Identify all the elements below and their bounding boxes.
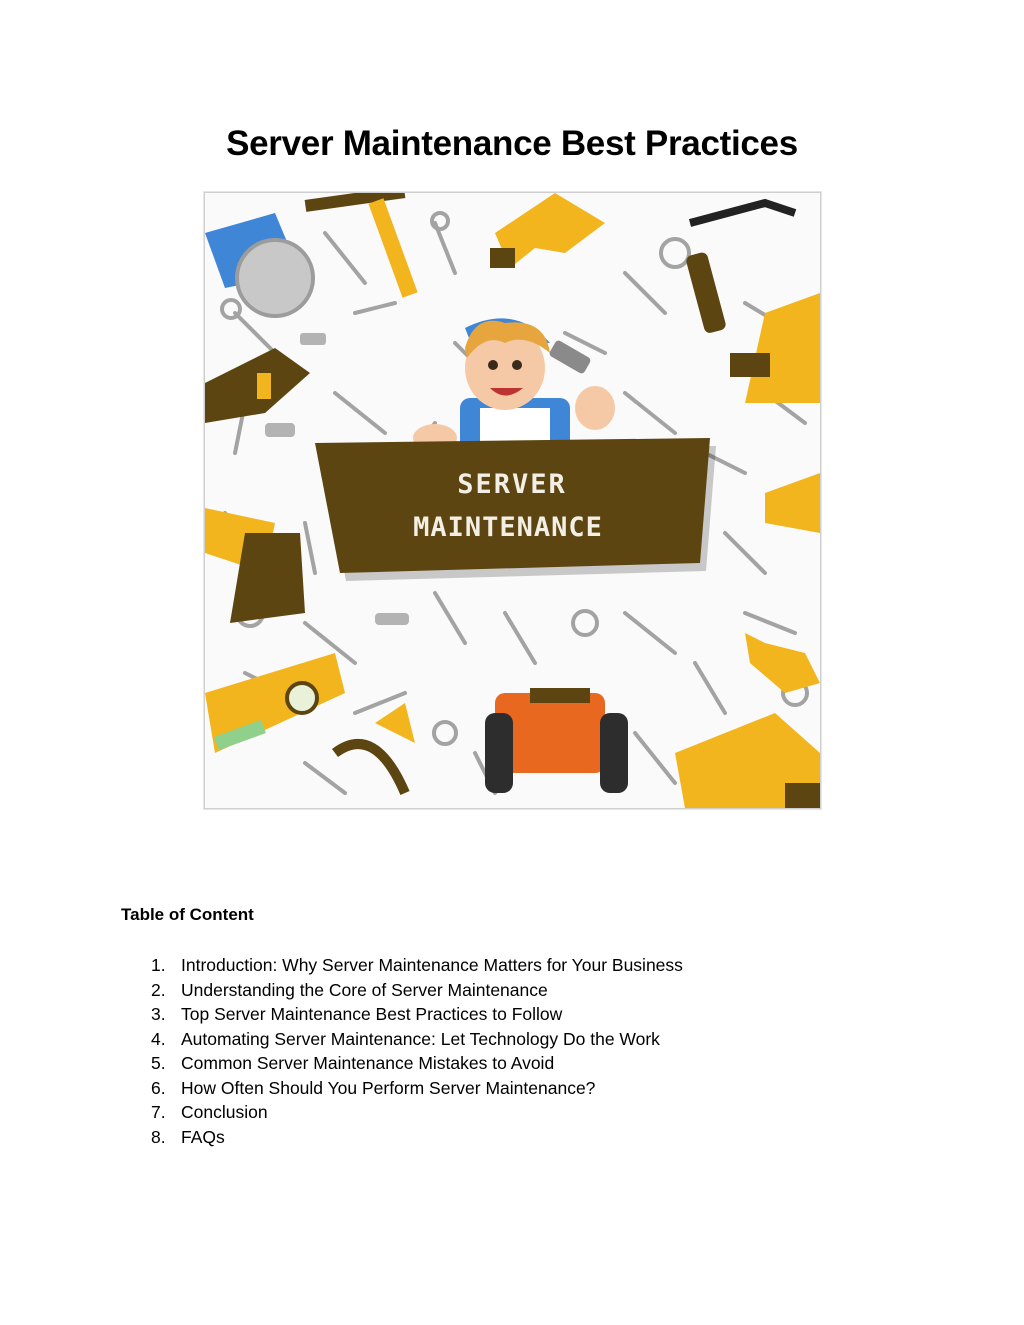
toc-number: 8.	[151, 1126, 166, 1147]
toc-label: Top Server Maintenance Best Practices to Follow	[181, 1004, 563, 1024]
toc-item	[151, 978, 683, 1003]
toc-number: 7.	[151, 1102, 166, 1122]
sign-line-1: SERVER	[457, 469, 567, 500]
toc-label: Conclusion	[181, 1102, 268, 1122]
toc-label: How Often Should You Perform Server Maintenance?	[181, 1077, 596, 1098]
toc-number: 5.	[151, 1053, 166, 1073]
toc-item	[151, 1002, 683, 1027]
page-title: Server Maintenance Best Practices	[226, 124, 798, 163]
sign-board	[315, 438, 710, 573]
toc-item	[151, 1125, 683, 1150]
hero-illustration	[204, 192, 821, 809]
toc-number: 4.	[151, 1028, 166, 1049]
sign-line-2: MAINTENANCE	[413, 512, 603, 543]
toc-label: Automating Server Maintenance: Let Technology Do the Work	[181, 1028, 660, 1049]
toc-number: 1.	[151, 955, 166, 975]
toc-heading: Table of Content	[121, 905, 254, 924]
toc-label: Introduction: Why Server Maintenance Matters for Your Business	[181, 955, 683, 975]
toc-item	[151, 953, 683, 978]
toc-label: FAQs	[181, 1126, 225, 1147]
toc-item	[151, 1100, 683, 1125]
toc-number: 3.	[151, 1004, 166, 1024]
toc-list	[151, 953, 683, 1149]
toc-label: Common Server Maintenance Mistakes to Avoid	[181, 1053, 555, 1073]
toc-number: 2.	[151, 979, 166, 1000]
toc-item	[151, 1027, 683, 1052]
toc-item	[151, 1076, 683, 1101]
toc-label: Understanding the Core of Server Maintenance	[181, 979, 548, 1000]
toc-item	[151, 1051, 683, 1076]
toc-number: 6.	[151, 1077, 166, 1098]
